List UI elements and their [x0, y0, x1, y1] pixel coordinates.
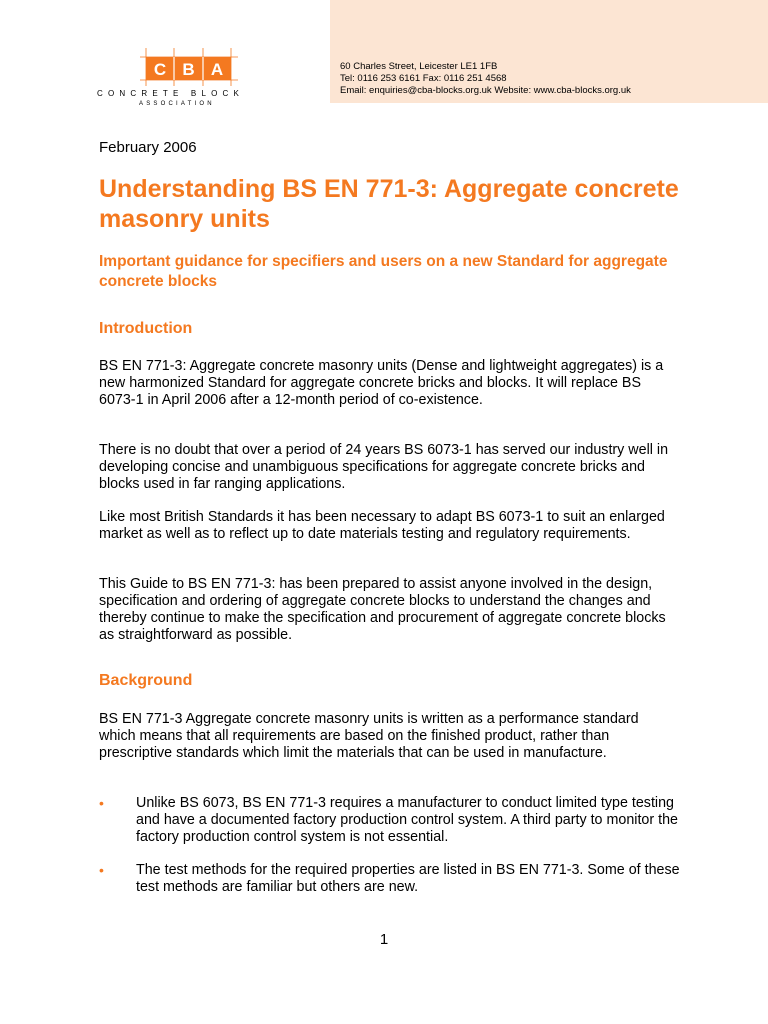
cba-logo: [97, 46, 287, 112]
section-heading-background: Background: [99, 672, 193, 689]
logo-mark: [140, 46, 240, 88]
bullet-icon: •: [99, 795, 104, 811]
logo-name: CONCRETE BLOCK: [97, 89, 245, 98]
background-bullet-2: The test methods for the required properties are listed in BS EN 771-3. Some of these test methods are familiar but others are new.: [136, 862, 680, 895]
logo-association: ASSOCIATION: [139, 101, 215, 107]
page-number: 1: [379, 931, 389, 948]
intro-paragraph-1: BS EN 771-3: Aggregate concrete masonry units (Dense and lightweight aggregates) is a new harmonized Standard for aggregate concrete bricks and blocks. It will replace BS 6073-1 in April 2006 after a 12-month period of co-existence.: [99, 358, 664, 408]
document-date: February 2006: [99, 139, 197, 156]
intro-paragraph-4: This Guide to BS EN 771-3: has been prepared to assist anyone involved in the design, specification and ordering of aggregate concrete blocks to understand the changes and thereby continue to make the specification and procurement of aggregate concrete blocks as straightforward as possible.: [99, 576, 666, 643]
page-subtitle: Important guidance for specifiers and users on a new Standard for aggregate concrete blocks: [99, 253, 668, 290]
logo-letter-c: C: [153, 60, 167, 79]
section-heading-introduction: Introduction: [99, 320, 193, 337]
intro-paragraph-3: Like most British Standards it has been necessary to adapt BS 6073-1 to suit an enlarged market as well as to reflect up to date materials testing and regulatory requirements.: [99, 509, 665, 542]
page-title: Understanding BS EN 771-3: Aggregate concrete masonry units: [99, 175, 679, 233]
background-paragraph-1: BS EN 771-3 Aggregate concrete masonry units is written as a performance standard which means that all requirements are based on the finished product, rather than prescriptive standards which limit the materials that can be used in manufacture.: [99, 711, 639, 761]
contact-phone-fax: Tel: 0116 253 6161 Fax: 0116 251 4568: [340, 73, 507, 84]
intro-paragraph-2: There is no doubt that over a period of 24 years BS 6073-1 has served our industry well in developing concise and unambiguous specifications for aggregate concrete bricks and blocks used in far ranging applications.: [99, 442, 669, 492]
contact-address: 60 Charles Street, Leicester LE1 1FB: [340, 61, 498, 72]
background-bullet-1: Unlike BS 6073, BS EN 771-3 requires a manufacturer to conduct limited type testing and have a documented factory production control system. A third party to monitor the factory production control system is not essential.: [136, 795, 678, 845]
logo-letter-a: A: [210, 60, 224, 79]
logo-letter-b: B: [182, 60, 195, 79]
contact-email-web: Email: enquiries@cba-blocks.org.uk Website: www.cba-blocks.org.uk: [340, 85, 631, 96]
bullet-icon: •: [99, 862, 104, 878]
